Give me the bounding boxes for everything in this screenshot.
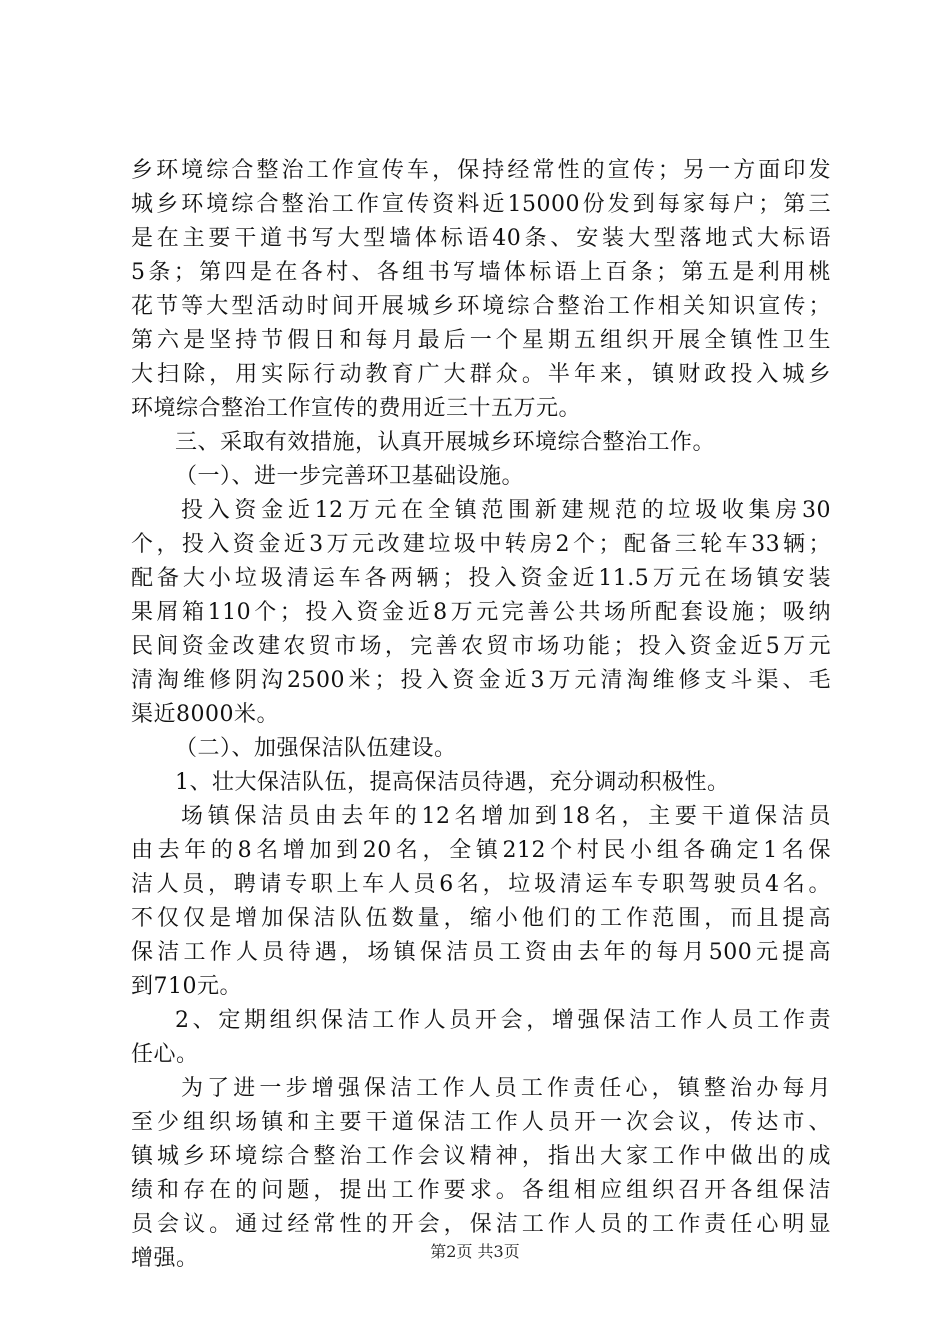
- text-line: 配备大小垃圾清运车各两辆；投入资金近11.5万元在场镇安装: [131, 566, 831, 591]
- document-body: [131, 154, 831, 1276]
- paragraph-infrastructure: [131, 494, 831, 732]
- subsection-heading-two: [131, 732, 831, 766]
- paragraph-publicity: [131, 154, 831, 426]
- heading-line: （一）、进一步完善环卫基础设施。: [175, 464, 525, 489]
- heading-line: 1、壮大保洁队伍，提高保洁员待遇，充分调动积极性。: [175, 770, 730, 795]
- text-line: 保洁工作人员待遇，场镇保洁员工资由去年的每月500元提高: [131, 940, 831, 965]
- text-line: 投入资金近12万元在全镇范围新建规范的垃圾收集房30: [181, 498, 831, 523]
- heading-line: （二）、加强保洁队伍建设。: [175, 736, 457, 761]
- text-line: 员会议。通过经常性的开会，保洁工作人员的工作责任心明显: [131, 1212, 831, 1237]
- text-line: 绩和存在的问题，提出工作要求。各组相应组织召开各组保洁: [131, 1178, 831, 1203]
- text-line: 花节等大型活动时间开展城乡环境综合整治工作相关知识宣传；: [131, 294, 831, 319]
- section-heading-three: [131, 426, 831, 460]
- page-number-footer: 第2页 共3页: [430, 1242, 520, 1261]
- paragraph-cleaner-team: [131, 800, 831, 1004]
- text-line: 民间资金改建农贸市场，完善农贸市场功能；投入资金近5万元: [131, 634, 831, 659]
- text-line: 是在主要干道书写大型墙体标语40条、安装大型落地式大标语: [131, 226, 831, 251]
- text-line: 环境综合整治工作宣传的费用近三十五万元。: [131, 396, 582, 421]
- text-line: 乡环境综合整治工作宣传车，保持经常性的宣传；另一方面印发: [131, 158, 831, 183]
- text-line: 不仅仅是增加保洁队伍数量，缩小他们的工作范围，而且提高: [131, 906, 831, 931]
- text-line: 渠近8000米。: [131, 702, 279, 727]
- text-line: 场镇保洁员由去年的12名增加到18名，主要干道保洁员: [181, 804, 831, 829]
- text-line: 大扫除，用实际行动教育广大群众。半年来，镇财政投入城乡: [131, 362, 831, 387]
- text-line: 镇城乡环境综合整治工作会议精神，指出大家工作中做出的成: [131, 1144, 831, 1169]
- text-line: 洁人员，聘请专职上车人员6名，垃圾清运车专职驾驶员4名。: [131, 872, 831, 897]
- text-line: 5条；第四是在各村、各组书写墙体标语上百条；第五是利用桃: [131, 260, 831, 285]
- text-line: 城乡环境综合整治工作宣传资料近15000份发到每家每户；第三: [131, 192, 831, 217]
- item-heading-two: [131, 1004, 831, 1072]
- item-heading-one: [131, 766, 831, 800]
- text-line: 增强。: [131, 1246, 199, 1271]
- text-line: 第六是坚持节假日和每月最后一个星期五组织开展全镇性卫生: [131, 328, 831, 353]
- subsection-heading-one: [131, 460, 831, 494]
- text-line: 果屑箱110个；投入资金近8万元完善公共场所配套设施；吸纳: [131, 600, 831, 625]
- text-line: 由去年的8名增加到20名，全镇212个村民小组各确定1名保: [131, 838, 831, 863]
- heading-line: 三、采取有效措施，认真开展城乡环境综合整治工作。: [175, 430, 716, 455]
- text-line: 为了进一步增强保洁工作人员工作责任心，镇整治办每月: [181, 1076, 831, 1101]
- text-line: 清淘维修阴沟2500米；投入资金近3万元清淘维修支斗渠、毛: [131, 668, 831, 693]
- text-line: 个，投入资金近3万元改建垃圾中转房2个；配备三轮车33辆；: [131, 532, 831, 557]
- text-line: 到710元。: [131, 974, 242, 999]
- heading-line: 任心。: [131, 1042, 199, 1067]
- heading-line: 2、定期组织保洁工作人员开会，增强保洁工作人员工作责: [175, 1008, 831, 1033]
- text-line: 至少组织场镇和主要干道保洁工作人员开一次会议，传达市、: [131, 1110, 831, 1135]
